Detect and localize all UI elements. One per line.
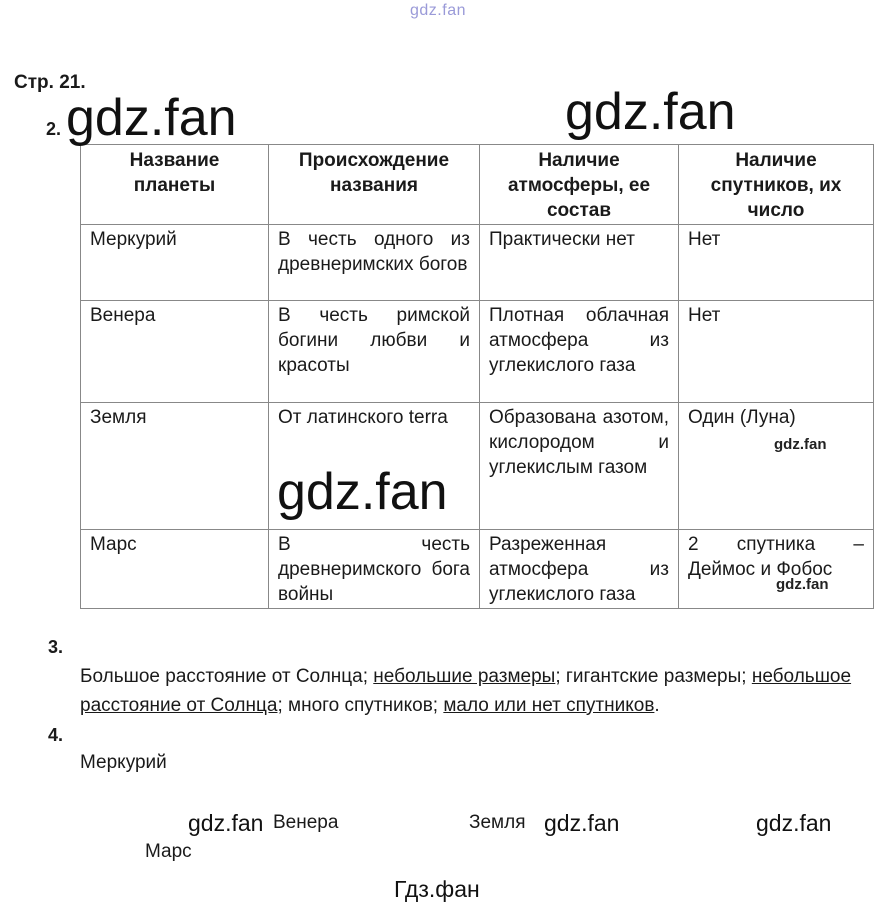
underlined-segment: мало или нет спутников	[443, 695, 655, 716]
table-cell: В честь римской богини любви и красоты	[269, 301, 480, 403]
underlined-segment: небольшие размеры	[373, 666, 556, 687]
watermark-medium: gdz.fan	[544, 810, 620, 836]
watermark-large: gdz.fan	[277, 463, 448, 521]
table-cell: В честь одного из древнеримских богов	[269, 225, 480, 301]
watermark-cyrillic: Гдз.фан	[394, 876, 480, 902]
task-4-number: 4.	[48, 725, 64, 745]
planets-table	[80, 144, 874, 609]
table-cell: Нет	[679, 301, 874, 403]
text-segment: Большое расстояние от Солнца;	[80, 666, 374, 687]
table-cell: В честь древнеримского бога войны	[269, 530, 480, 609]
table-cell: Венера	[81, 301, 269, 403]
table-row	[81, 225, 874, 301]
table-cell: 2 спутника – Деймос и Фобос	[679, 530, 874, 609]
table-cell: Меркурий	[81, 225, 269, 301]
text-segment: .	[654, 695, 660, 716]
watermark-top: gdz.fan	[410, 2, 466, 19]
table-cell: Образована азотом, кислородом и углекислым газом	[480, 403, 679, 530]
header-atmosphere: Наличие атмосферы, ее состав	[480, 145, 679, 225]
header-planet-name: Название планеты	[81, 145, 269, 225]
watermark-medium: gdz.fan	[188, 810, 264, 836]
table-cell: Марс	[81, 530, 269, 609]
planet-label-mercury: Меркурий	[80, 752, 167, 773]
underlined-segment: небольшое расстояние от Солнца	[80, 666, 852, 716]
task-3-number: 3.	[48, 637, 64, 657]
table-cell: Практически нет	[480, 225, 679, 301]
planet-label-mars: Марс	[145, 841, 192, 862]
text-segment: ; гигантские размеры;	[555, 666, 752, 687]
table-cell: Земля	[81, 403, 269, 530]
header-name-origin: Происхождение названия	[269, 145, 480, 225]
table-row	[81, 301, 874, 403]
table-row	[81, 403, 874, 530]
watermark-large: gdz.fan	[565, 83, 736, 141]
table-cell: От латинского terra	[269, 403, 480, 530]
watermark-large: gdz.fan	[66, 89, 237, 147]
table-cell: Плотная облачная атмосфера из углекислого газа	[480, 301, 679, 403]
planet-label-venus: Венера	[273, 812, 339, 833]
table-header-row	[81, 145, 874, 225]
table-cell: Разреженная атмосфера из углекислого газа	[480, 530, 679, 609]
planet-label-earth: Земля	[469, 812, 526, 833]
task-3-text	[80, 662, 873, 720]
watermark-small: gdz.fan	[774, 436, 827, 453]
header-satellites: Наличие спутников, их число	[679, 145, 874, 225]
page-number: Стр. 21.	[14, 72, 86, 93]
watermark-small: gdz.fan	[776, 576, 829, 593]
table-cell: Нет	[679, 225, 874, 301]
table-row	[81, 530, 874, 609]
table-cell: Один (Луна)	[679, 403, 874, 530]
watermark-medium: gdz.fan	[756, 810, 832, 836]
task-2-number: 2.	[46, 119, 62, 139]
text-segment: ; много спутников;	[277, 695, 444, 716]
